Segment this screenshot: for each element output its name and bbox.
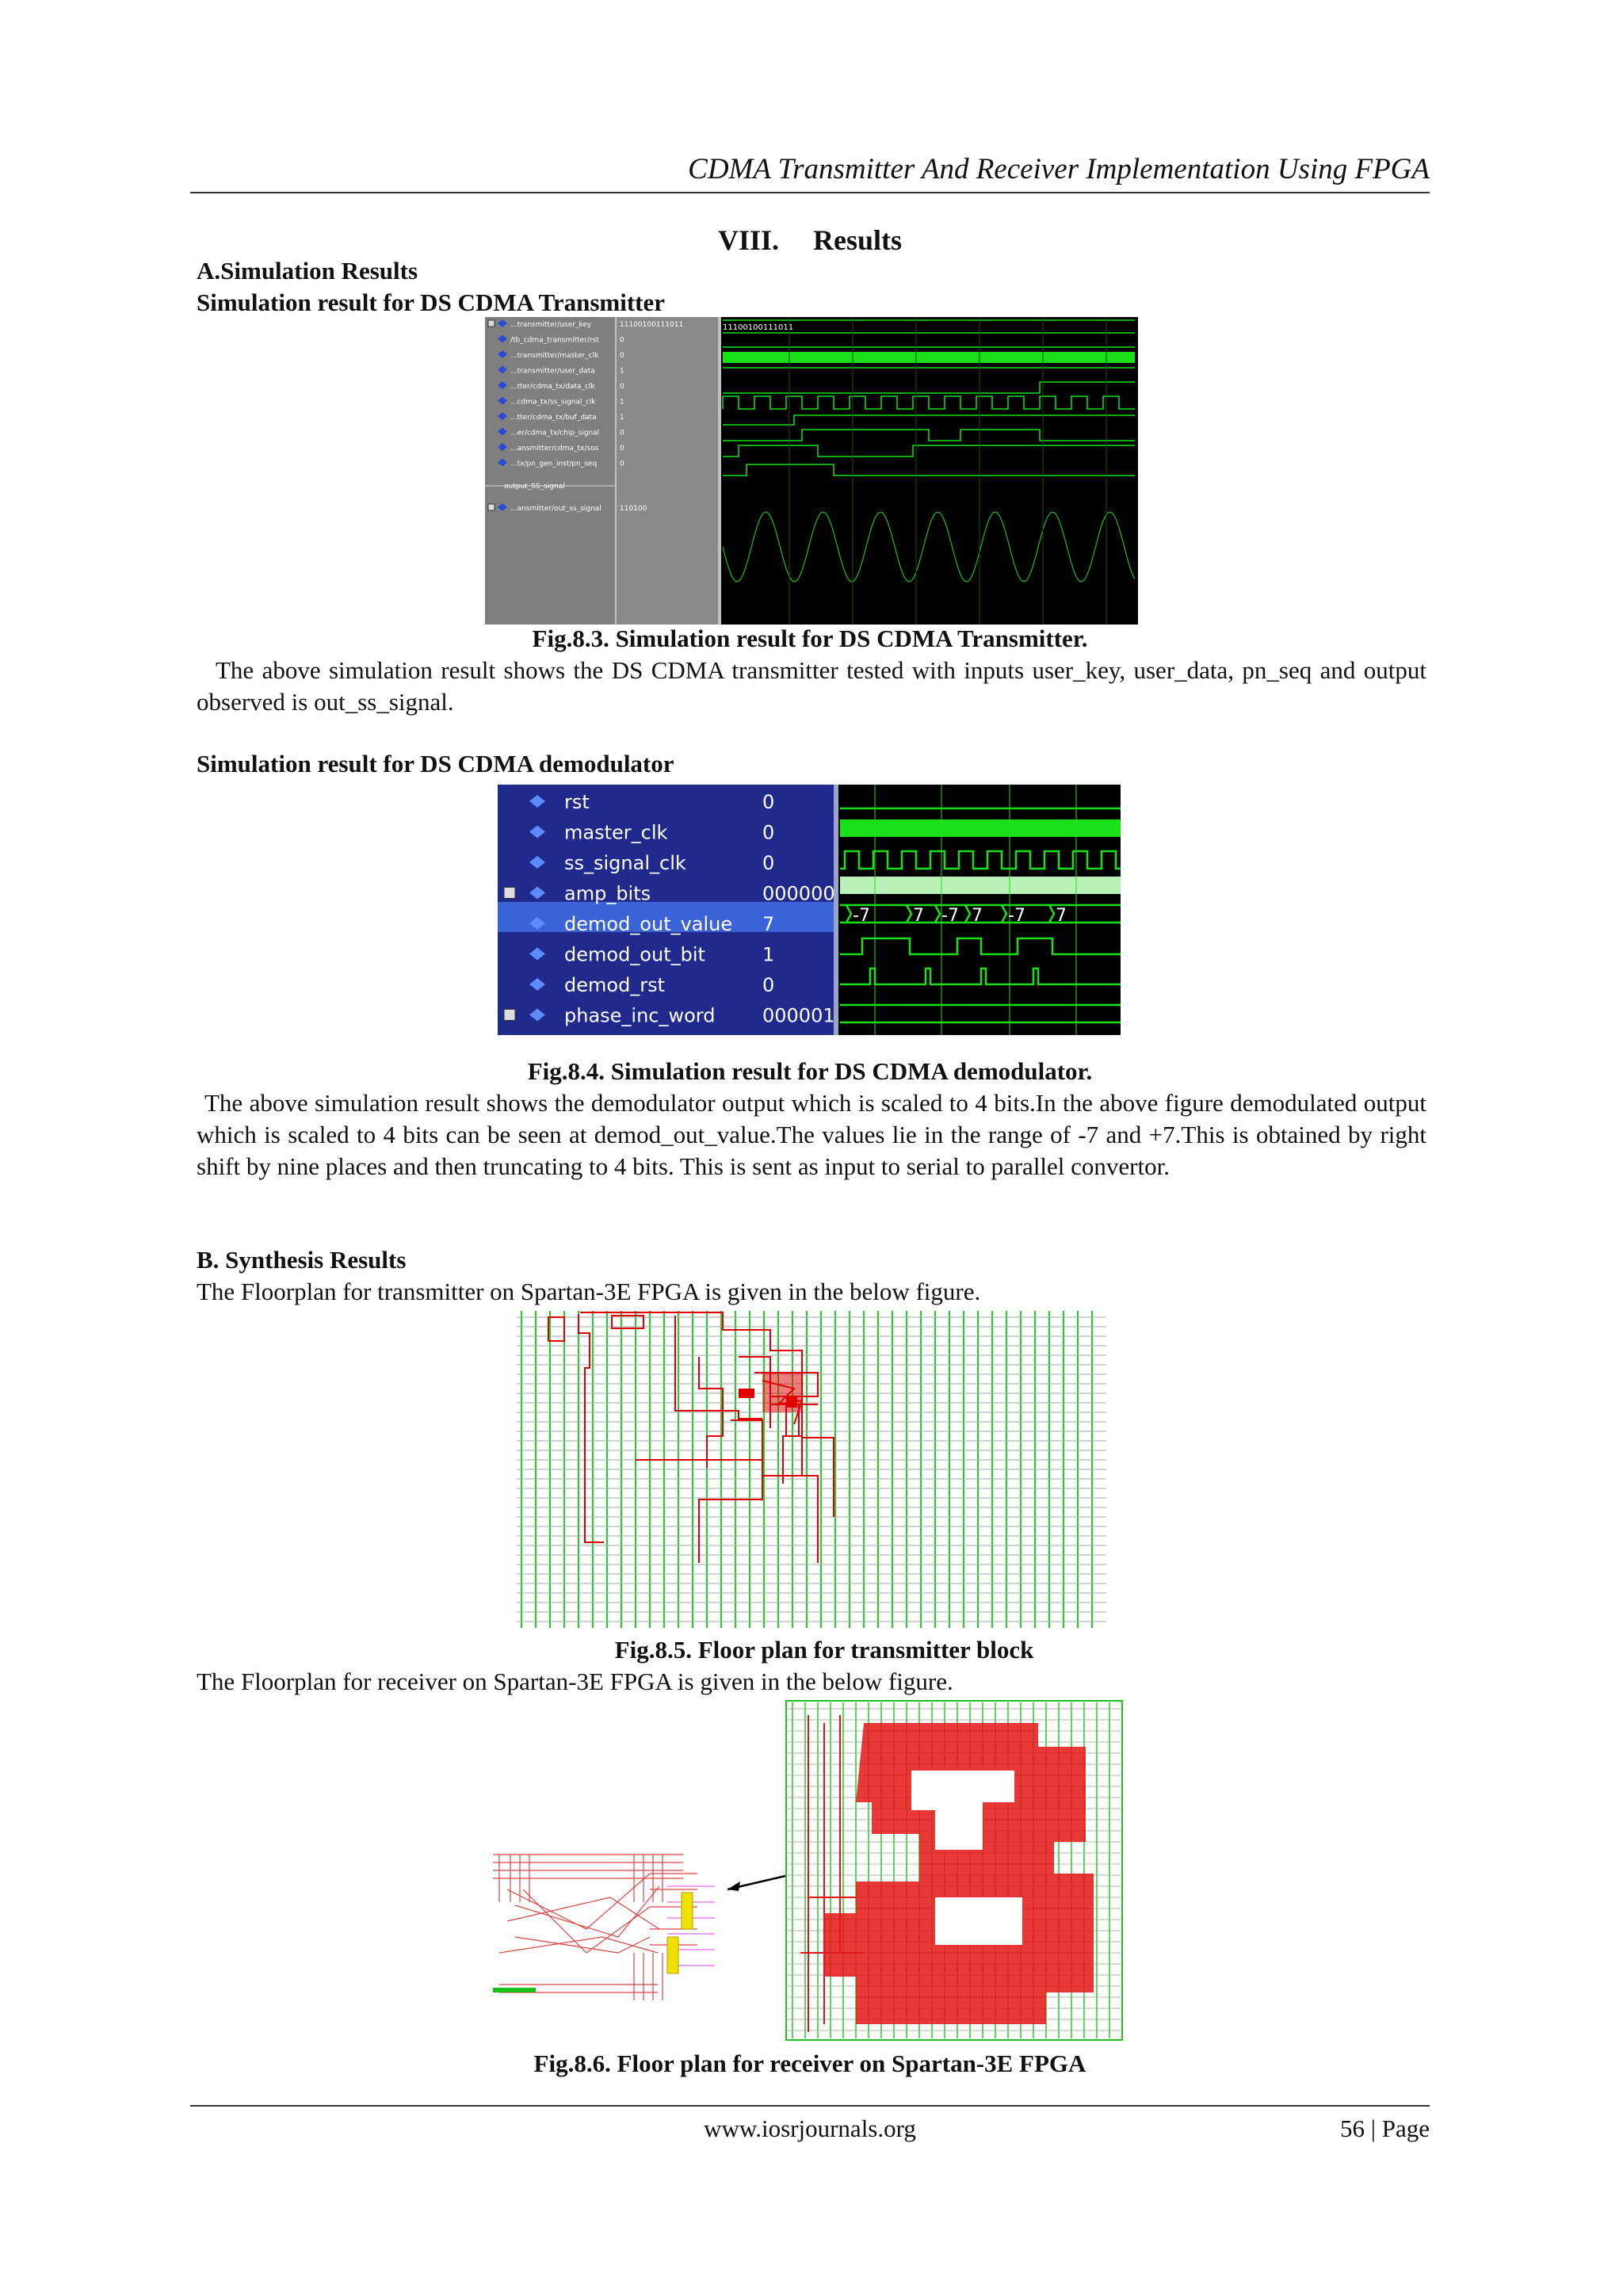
tx-signal-value: 1	[620, 414, 624, 422]
footer-page-number: 56 | Page	[1340, 2115, 1430, 2142]
rx-signal-name: phase_inc_word	[564, 1004, 716, 1027]
rx-bus-label: -7	[1008, 906, 1025, 926]
tx-floorplan	[517, 1309, 1106, 1629]
rx-signal-name: demod_out_value	[564, 913, 733, 935]
tx-signal-value: 0	[620, 460, 624, 468]
rx-signal-name: demod_out_bit	[564, 943, 705, 966]
section-heading	[190, 223, 1430, 257]
fig-8-4-caption: Fig.8.4. Simulation result for DS CDMA demodulator.	[527, 1057, 1093, 1085]
rx-simulation-waveform	[498, 785, 1124, 1035]
rx-floorplan-device	[786, 1701, 1122, 2040]
tx-signal-name: ...er/cdma_tx/chip_signal	[510, 429, 600, 437]
rx-signal-value: 000000	[762, 882, 835, 905]
tx-wave-top-value: 11100100111011	[723, 323, 794, 332]
footer-url: www.iosrjournals.org	[704, 2115, 916, 2142]
footer-divider	[190, 2105, 1430, 2107]
rx-signal-value: 0	[762, 821, 775, 844]
tx-signal-name: ...transmitter/user_data	[510, 367, 595, 376]
tx-divider-label: output_SS_signal	[504, 483, 565, 491]
fig-8-5-caption: Fig.8.5. Floor plan for transmitter block	[614, 1636, 1034, 1664]
tx-signal-value: 0	[620, 336, 624, 345]
running-title: CDMA Transmitter And Receiver Implementation Using FPGA	[688, 153, 1430, 185]
tx-signal-value: 1	[620, 398, 624, 407]
floor-tx-intro: The Floorplan for transmitter on Spartan-3E FPGA is given in the below figure.	[197, 1278, 981, 1305]
subsection-b-heading: B. Synthesis Results	[197, 1246, 407, 1274]
rx-signal-value: 7	[762, 913, 775, 935]
section-number: VIII.	[717, 224, 779, 256]
rx-signal-name: master_clk	[564, 821, 668, 844]
tx-signal-value: 1	[620, 367, 624, 376]
sim-tx-heading: Simulation result for DS CDMA Transmitter	[197, 288, 665, 316]
header-divider	[190, 192, 1430, 193]
tx-signal-name: ...ansmitter/cdma_tx/sos	[510, 445, 599, 453]
tx-output-name: ...ansmitter/out_ss_signal	[510, 505, 601, 513]
tx-signal-value: 0	[620, 445, 624, 453]
rx-bus-label: 7	[1056, 906, 1067, 926]
tx-signal-value: 0	[620, 383, 624, 391]
fig-8-6-caption: Fig.8.6. Floor plan for receiver on Spartan-3E FPGA	[533, 2050, 1086, 2077]
rx-signal-name: rst	[564, 791, 590, 813]
rx-signal-value: 000001	[762, 1004, 835, 1027]
tx-signal-value: 0	[620, 429, 624, 437]
section-title: Results	[813, 224, 903, 256]
tx-output-row	[488, 503, 647, 513]
rx-bus-label: 7	[913, 906, 924, 926]
rx-signal-value: 0	[762, 852, 775, 874]
subsection-a-heading: A.Simulation Results	[197, 257, 418, 285]
tx-signal-value: 11100100111011	[620, 321, 684, 329]
fig-8-3-caption: Fig.8.3. Simulation result for DS CDMA Transmitter.	[532, 625, 1088, 652]
floor-rx-intro: The Floorplan for receiver on Spartan-3E FPGA is given in the below figure.	[197, 1668, 953, 1695]
rx-bus-label: -7	[941, 906, 959, 926]
rx-signal-value: 1	[762, 943, 775, 966]
rx-signal-name: demod_rst	[564, 974, 666, 996]
tx-signal-name: ...tx/pn_gen_inst/pn_seq	[510, 460, 598, 468]
tx-signal-name: ...cdma_tx/ss_signal_clk	[510, 398, 596, 407]
tx-signal-name: ...transmitter/master_clk	[510, 352, 599, 360]
tx-signal-name: ...transmitter/user_key	[510, 321, 592, 329]
rx-floorplan	[491, 1699, 1125, 2042]
tx-simulation-waveform	[485, 317, 1138, 625]
sim-tx-paragraph: The above simulation result shows the DS CDMA transmitter tested with inputs user_key, user_data, pn_seq and output observed is out_ss_signal.	[197, 656, 1426, 716]
rx-bus-label: -7	[853, 906, 870, 926]
rx-signal-value: 0	[762, 974, 775, 996]
rx-signal-name: ss_signal_clk	[564, 852, 686, 874]
sim-rx-heading: Simulation result for DS CDMA demodulator	[197, 750, 674, 777]
rx-signal-value: 0	[762, 791, 775, 813]
tx-output-value: 110100	[620, 505, 647, 513]
tx-signal-name: ...tter/cdma_tx/buf_data	[510, 414, 597, 422]
sim-rx-paragraph: The above simulation result shows the demodulator output which is scaled to 4 bits.In the above figure demodulated output which is scaled to 4 bits can be seen at demod_out_value.The values lie in the range of -7 and +7.This is obtained by right shift by nine places and then truncating to 4 bits. This is sent as input to serial to parallel convertor.	[197, 1089, 1426, 1180]
rx-bus-label: 7	[972, 906, 983, 926]
tx-signal-name: ...tter/cdma_tx/data_clk	[510, 383, 595, 391]
rx-signal-name: amp_bits	[564, 882, 651, 905]
tx-signal-value: 0	[620, 352, 624, 360]
tx-signal-name: /tb_cdma_transmitter/rst	[510, 336, 599, 345]
